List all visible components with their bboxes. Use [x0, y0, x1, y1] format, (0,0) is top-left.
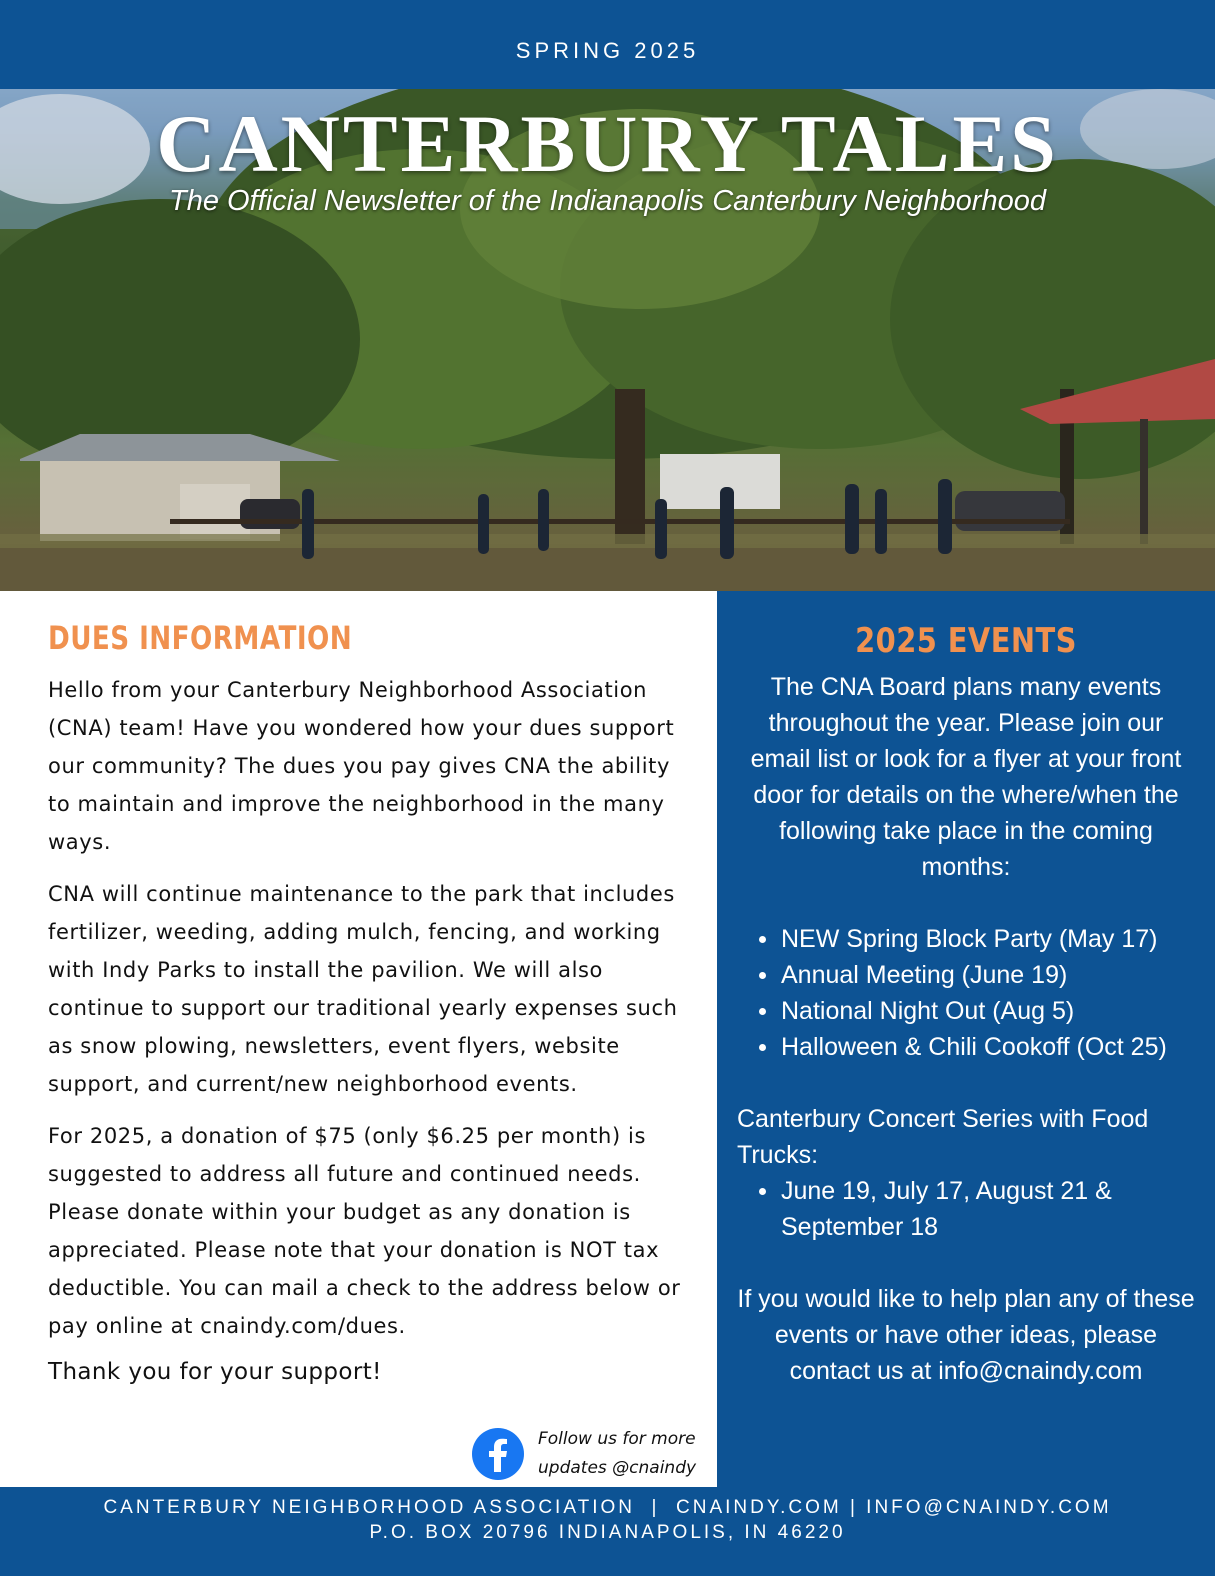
top-banner [0, 0, 1215, 89]
hero-photo [0, 89, 1215, 591]
facebook-logo [472, 1428, 524, 1480]
events-contact: If you would like to help plan any of these events or have other ideas, please contact us at info@cnaindy.com [737, 1285, 1195, 1385]
season-label: SPRING 2025 [515, 37, 700, 63]
list-item: June 19, July 17, August 21 & September 18 [755, 1173, 1195, 1245]
dues-paragraph: For 2025, a donation of $75 (only $6.25 per month) is suggested to address all future and continued needs. Please donate within your budget as any donation is appreciated. Please note that your donation is NOT tax deductible. You can mail a check to the address below or pay online at cnaindy.com/dues. [48, 1124, 681, 1338]
list-item: Halloween & Chili Cookoff (Oct 25) [755, 1029, 1195, 1065]
dues-heading: DUES INFORMATION [48, 619, 353, 657]
social-follow [472, 1423, 712, 1485]
concert-series-heading: Canterbury Concert Series with Food Trucks: [737, 1105, 1149, 1169]
events-heading: 2025 EVENTS [855, 621, 1077, 661]
events-list [737, 921, 1195, 1065]
follow-text [538, 1425, 696, 1483]
list-item: National Night Out (Aug 5) [755, 993, 1195, 1029]
list-item: Annual Meeting (June 19) [755, 957, 1195, 993]
footer [0, 1487, 1215, 1576]
events-section [717, 591, 1215, 1487]
list-item: NEW Spring Block Party (May 17) [755, 921, 1195, 957]
footer-line-1: CANTERBURY NEIGHBORHOOD ASSOCIATION | CNAINDY.COM | INFO@CNAINDY.COM [103, 1497, 1112, 1518]
dues-paragraph: CNA will continue maintenance to the park that includes fertilizer, weeding, adding mulch, fencing, and working with Indy Parks to install the pavilion. We will also continue to support our traditional yearly expenses such as snow plowing, newsletters, event flyers, website support, and current/new neighborhood events. [48, 882, 678, 1096]
follow-line-2[interactable]: updates @cnaindy [538, 1458, 697, 1478]
thank-you-text: Thank you for your support! [48, 1359, 382, 1385]
dues-paragraph: Hello from your Canterbury Neighborhood Association (CNA) team! Have you wondered how your dues support our community? The dues you pay gives CNA the ability to maintain and improve the neighborhood in the many ways. [48, 678, 675, 854]
follow-line-1: Follow us for more [538, 1429, 696, 1449]
newsletter-title: CANTERBURY TALES [156, 98, 1059, 189]
events-intro: The CNA Board plans many events throughout the year. Please join our email list or look for a flyer at your front door for details on the where/when the following take place in the coming months: [750, 673, 1182, 881]
facebook-icon[interactable] [472, 1428, 524, 1480]
footer-line-2: P.O. BOX 20796 INDIANAPOLIS, IN 46220 [369, 1522, 846, 1543]
newsletter-subtitle: The Official Newsletter of the Indianapolis Canterbury Neighborhood [169, 185, 1046, 217]
concert-dates-list [737, 1173, 1195, 1245]
dues-section [0, 591, 717, 1487]
